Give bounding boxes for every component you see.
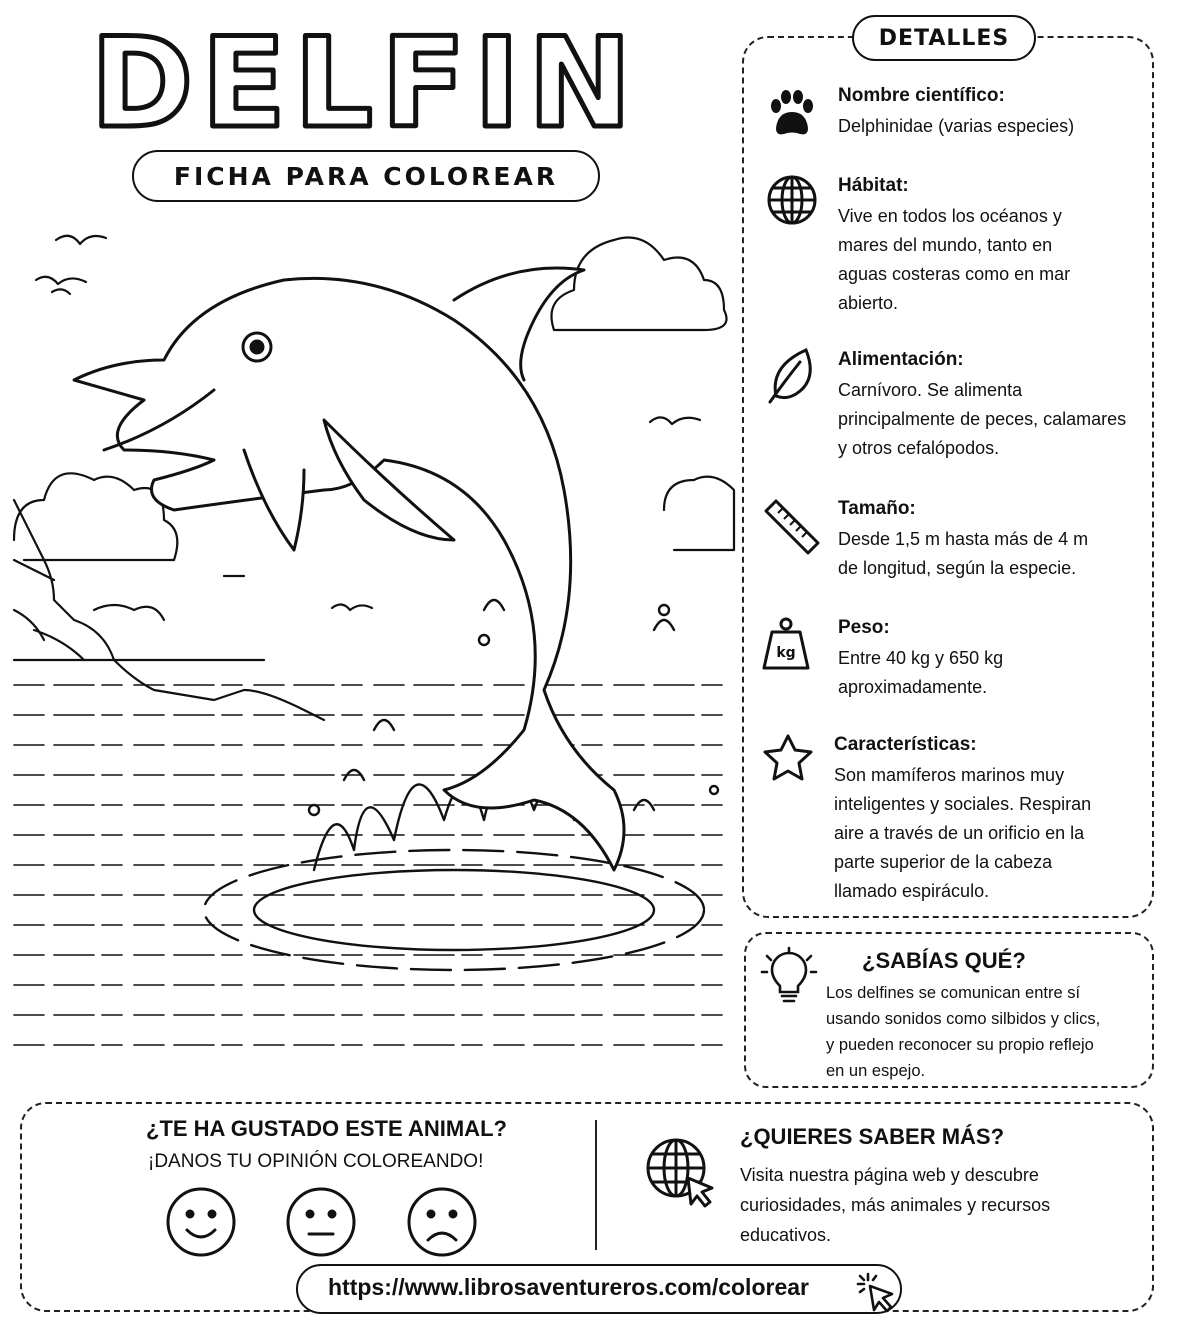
- detail-text: [838, 112, 1138, 141]
- detail-text: [838, 525, 1138, 583]
- more-text: [740, 1160, 1120, 1250]
- svg-text:kg: kg: [776, 645, 796, 661]
- detail-line: parte superior de la cabeza: [834, 852, 1053, 872]
- detail-label: Características:: [834, 734, 977, 755]
- more-title: ¿QUIERES SABER MÁS?: [740, 1124, 1005, 1149]
- page-title: [90, 12, 640, 156]
- detail-line: aproximadamente.: [838, 677, 988, 697]
- click-cursor-icon: [856, 1272, 900, 1316]
- lightbulb-icon: [762, 948, 816, 1008]
- fact-line: en un espejo.: [826, 1062, 926, 1080]
- detail-line: Entre 40 kg y 650 kg: [838, 648, 1004, 668]
- ruler-icon: [762, 497, 818, 553]
- url-text[interactable]: https://www.librosaventureros.com/colorear: [328, 1274, 809, 1300]
- cliff: [14, 500, 324, 720]
- detail-line: llamado espiráculo.: [834, 881, 990, 901]
- detail-text: [838, 202, 1138, 318]
- detail-line: principalmente de peces, calamares: [838, 409, 1127, 429]
- detail-line: inteligentes y sociales. Respiran: [834, 794, 1092, 814]
- detail-line: Desde 1,5 m hasta más de 4 m: [838, 529, 1089, 549]
- detail-label: Tamaño:: [838, 498, 916, 519]
- detail-text: [834, 761, 1144, 906]
- fact-line: usando sonidos como silbidos y clics,: [826, 1010, 1101, 1028]
- paw-icon: [762, 84, 818, 140]
- feedback-subtitle: ¡DANOS TU OPINIÓN COLOREANDO!: [148, 1151, 484, 1172]
- fact-line: Los delfines se comunican entre sí: [826, 984, 1081, 1002]
- weight-icon: [762, 616, 818, 672]
- more-line: educativos.: [740, 1225, 832, 1245]
- detail-line: Son mamíferos marinos muy: [834, 765, 1065, 785]
- feedback-title: ¿TE HA GUSTADO ESTE ANIMAL?: [146, 1116, 507, 1141]
- fact-title: ¿SABÍAS QUÉ?: [862, 948, 1026, 973]
- detail-text: [838, 376, 1148, 463]
- detail-label: Hábitat:: [838, 175, 909, 196]
- detail-line: aire a través de un orificio en la: [834, 823, 1085, 843]
- page-title-text: DELFIN: [90, 12, 640, 156]
- detail-line: aguas costeras como en mar: [838, 264, 1071, 284]
- fact-line: y pueden reconocer su propio reflejo: [826, 1036, 1094, 1054]
- detail-label: Peso:: [838, 617, 890, 638]
- water: [14, 685, 734, 1045]
- dolphin-illustration: [14, 210, 734, 1090]
- detail-text: [838, 644, 1138, 702]
- neutral-face-icon[interactable]: [285, 1186, 357, 1258]
- detail-line: de longitud, según la especie.: [838, 558, 1077, 578]
- sad-face-icon[interactable]: [406, 1186, 478, 1258]
- detail-line: mares del mundo, tanto en: [838, 235, 1053, 255]
- bottom-divider: [595, 1120, 597, 1250]
- detail-line: Vive en todos los océanos y: [838, 206, 1062, 226]
- globe-icon: [762, 174, 818, 230]
- happy-face-icon[interactable]: [165, 1186, 237, 1258]
- detail-line: Carnívoro. Se alimenta: [838, 380, 1023, 400]
- more-line: curiosidades, más animales y recursos: [740, 1195, 1051, 1215]
- details-title: DETALLES: [852, 15, 1036, 61]
- leaf-icon: [762, 348, 818, 404]
- detail-line: abierto.: [838, 293, 899, 313]
- dolphin: [74, 268, 624, 870]
- detail-label: Nombre científico:: [838, 85, 1005, 106]
- more-line: Visita nuestra página web y descubre: [740, 1165, 1039, 1185]
- page-subtitle: FICHA PARA COLOREAR: [132, 150, 600, 202]
- web-globe-cursor-icon: [644, 1136, 718, 1210]
- fact-text: [826, 980, 1142, 1084]
- detail-line: y otros cefalópodos.: [838, 438, 1000, 458]
- detail-line: Delphinidae (varias especies): [838, 116, 1075, 136]
- detail-label: Alimentación:: [838, 349, 964, 370]
- star-icon: [762, 733, 818, 789]
